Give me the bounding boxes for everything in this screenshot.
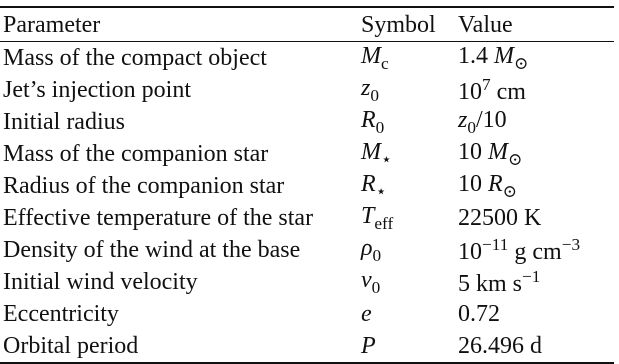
value-main: z: [458, 106, 468, 133]
cell-symbol: [361, 202, 458, 234]
table-row: [0, 42, 614, 75]
table-body: [0, 42, 614, 364]
cell-value: [458, 106, 614, 138]
symbol-main: P: [361, 333, 376, 359]
value-main: 5 km s: [458, 271, 523, 297]
symbol-subscript: ⋆: [381, 149, 392, 169]
cell-symbol: [361, 298, 458, 330]
cell-parameter: Effective temperature of the star: [3, 205, 314, 231]
symbol-main: R: [361, 106, 376, 133]
header-symbol: Symbol: [361, 11, 436, 38]
value-main: 26.496 d: [458, 333, 542, 359]
symbol-main: ρ: [361, 234, 373, 261]
cell-parameter: Jet’s injection point: [3, 77, 191, 103]
symbol-subscript: eff: [374, 213, 394, 233]
value-superscript: −1: [522, 267, 541, 286]
table-row: [0, 170, 614, 202]
value-main: 10: [458, 138, 482, 165]
value-superscript: −11: [482, 235, 509, 254]
symbol-subscript: 0: [375, 117, 385, 137]
header-parameter: Parameter: [3, 11, 101, 38]
cell-value: [458, 330, 614, 363]
cell-symbol: [361, 106, 458, 138]
symbol-main: e: [361, 301, 372, 327]
value-unit-subscript: ⊙: [508, 149, 523, 169]
cell-parameter: Eccentricity: [3, 301, 119, 327]
parameter-table: [0, 6, 614, 364]
table-row: [0, 234, 614, 266]
cell-value: [458, 234, 614, 266]
value-tail: cm: [490, 79, 526, 105]
value-unit-subscript: 0: [467, 117, 476, 137]
cell-parameter: Mass of the compact object: [3, 45, 267, 71]
value-unit-symbol: M: [488, 138, 508, 165]
value-main: 1.4: [458, 42, 488, 69]
table-row: [0, 74, 614, 106]
value-unit-subscript: ⊙: [502, 181, 518, 201]
symbol-main: T: [361, 202, 375, 229]
cell-symbol: [361, 234, 458, 266]
symbol-subscript: 0: [372, 245, 382, 265]
symbol-main: R: [361, 170, 376, 197]
value-main: 22500 K: [458, 205, 542, 231]
symbol-subscript: ⋆: [375, 181, 387, 201]
cell-value: [458, 138, 614, 170]
table-row: [0, 106, 614, 138]
cell-symbol: [361, 330, 458, 363]
parameter-table-container: [0, 6, 614, 364]
cell-symbol: [361, 266, 458, 298]
cell-parameter: Density of the wind at the base: [3, 237, 301, 263]
cell-symbol: [361, 170, 458, 202]
cell-parameter: Orbital period: [3, 333, 139, 359]
value-tail: g $cm^{-3}$: [508, 235, 581, 265]
header-value: Value: [458, 11, 513, 38]
value-tail-superscript: −3: [561, 235, 581, 254]
table-row: [0, 202, 614, 234]
table-row: [0, 330, 614, 363]
value-unit-symbol: M: [494, 42, 514, 69]
symbol-subscript: 0: [371, 277, 381, 297]
value-superscript: 7: [482, 75, 491, 94]
cell-parameter: Mass of the companion star: [3, 141, 269, 167]
value-main: 10: [458, 170, 482, 197]
symbol-main: M: [361, 138, 381, 165]
cell-value: [458, 42, 614, 75]
value-main: 10: [458, 239, 482, 265]
cell-value: [458, 74, 614, 106]
cell-value: [458, 202, 614, 234]
cell-parameter: Radius of the companion star: [3, 173, 285, 199]
cell-value: [458, 170, 614, 202]
cell-value: [458, 266, 614, 298]
symbol-subscript: 0: [370, 85, 379, 105]
cell-symbol: [361, 138, 458, 170]
symbol-main: z: [361, 74, 371, 101]
cell-symbol: [361, 74, 458, 106]
cell-parameter: Initial wind velocity: [3, 269, 198, 295]
value-unit-symbol: R: [488, 170, 503, 197]
table-row: [0, 266, 614, 298]
value-tail: /10: [475, 106, 507, 133]
table-row: [0, 298, 614, 330]
value-unit-subscript: ⊙: [514, 53, 529, 73]
symbol-subscript: c: [381, 53, 389, 73]
cell-parameter: Initial radius: [3, 109, 125, 135]
table-header-row: [0, 7, 614, 42]
value-main: 10: [458, 79, 482, 105]
cell-symbol: [361, 42, 458, 75]
value-main: 0.72: [458, 301, 500, 327]
table-row: [0, 138, 614, 170]
symbol-main: M: [361, 42, 381, 69]
cell-value: [458, 298, 614, 330]
symbol-main: v: [361, 266, 372, 293]
